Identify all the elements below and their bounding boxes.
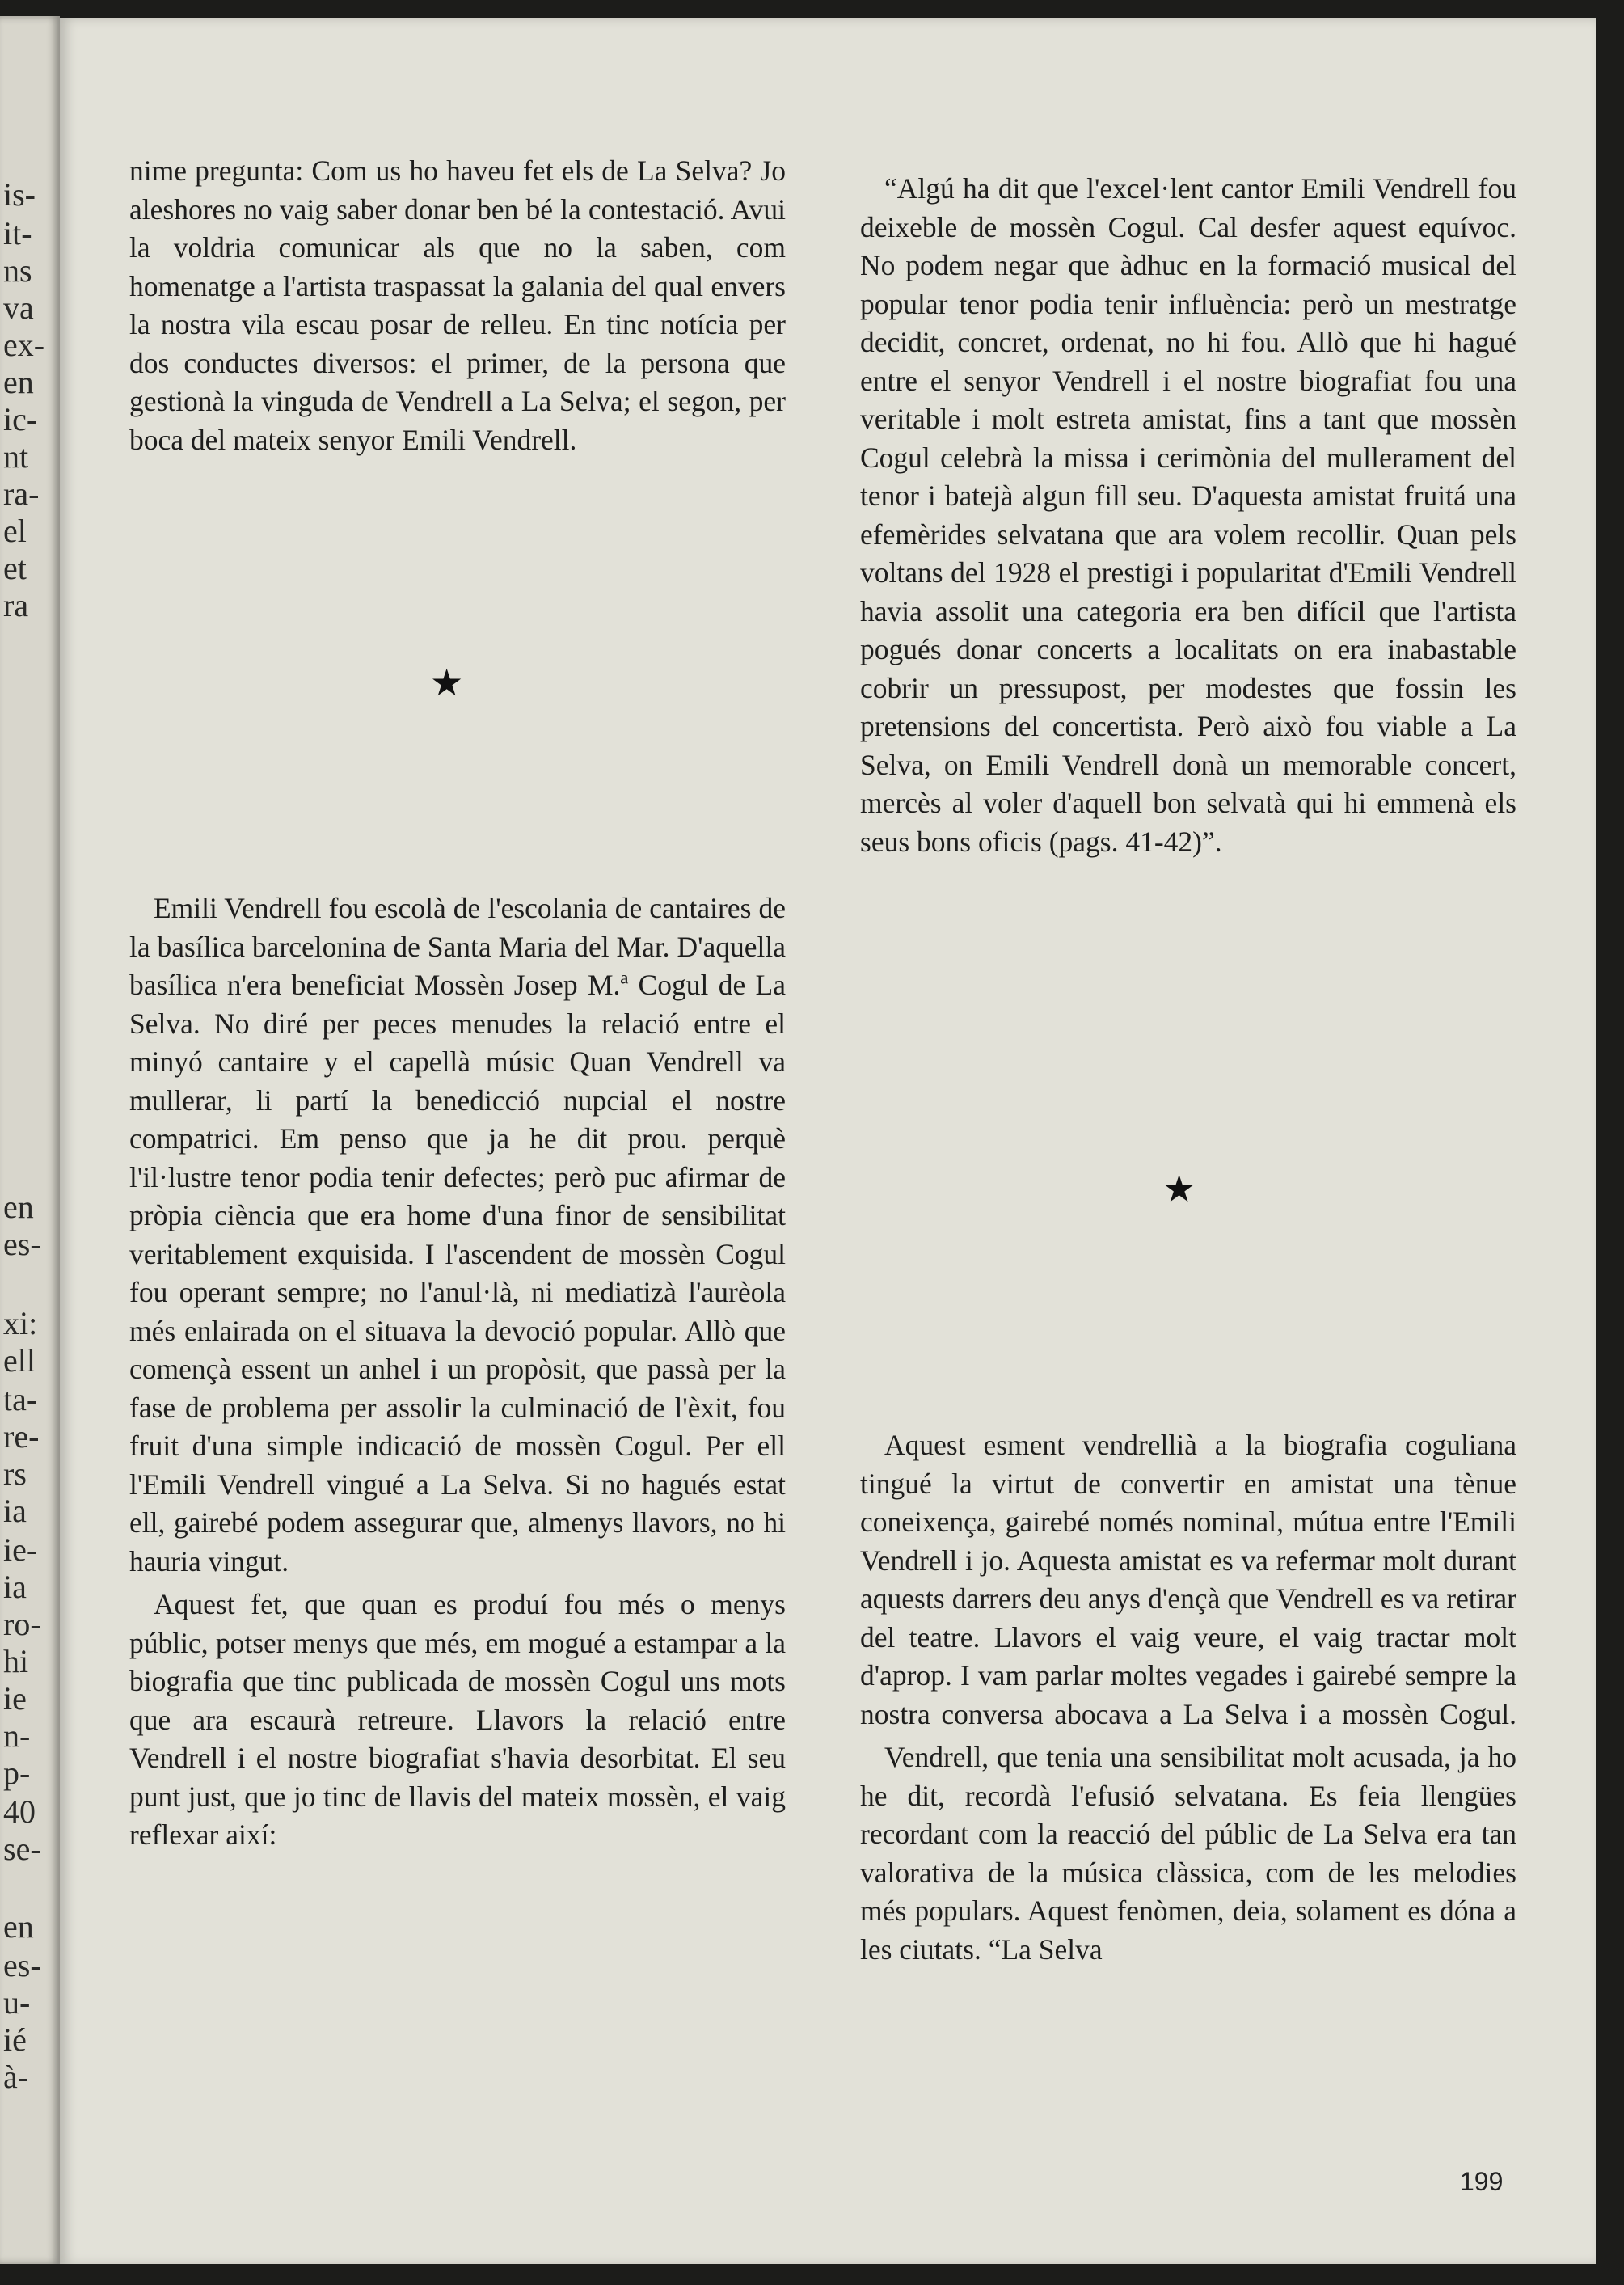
previous-page-fragment: 40 [3, 1793, 36, 1830]
previous-page-fragment: es- [3, 1947, 41, 1983]
previous-page-fragment: ia [3, 1493, 27, 1529]
left-column-body [129, 889, 786, 1855]
previous-page-fragment: xi: [3, 1305, 38, 1341]
previous-page-fragment: ic- [3, 401, 38, 437]
previous-page-fragment: ié [3, 2021, 27, 2058]
previous-page-fragment: ie- [3, 1531, 38, 1568]
left-column [129, 152, 786, 459]
left-paragraph-2: Emili Vendrell fou escolà de l'escolania de cantaires de la basílica barcelonina de Santa Maria del Mar. D'aquella basílica n'era beneficiat Mossèn Josep M.ª Cogul de La Selva. No diré per peces menudes la relació entre el minyó cantaire y el capellà músic Quan Vendrell va mullerar, li partí la benedicció nupcial el nostre compatrici. Em penso que ja he dit prou. perquè l'il·lustre tenor podia tenir defectes; però puc afirmar de pròpia ciència que era home d'una finor de sensibilitat veritablement exquisida. I l'ascendent de mossèn Cogul fou operant sempre; no l'anul·là, ni mediatizà l'aurèola més enlairada on el situava la devoció popular. Allò que començà essent un anhel i un propòsit, que passà per la fase de problema per assolir la culminació de l'èxit, fou fruit d'una simple indicació de mossèn Cogul. Per ell l'Emili Vendrell vingué a La Selva. Si no hagués estat ell, gairebé podem assegurar que, almenys llavors, no hi hauria vingut. [129, 892, 786, 1578]
right-column [860, 170, 1516, 861]
previous-page-fragment: rs [3, 1455, 27, 1492]
previous-page-fragment: p- [3, 1755, 31, 1791]
previous-page-fragment: en [3, 1189, 34, 1225]
previous-page-fragment: et [3, 550, 27, 586]
left-paragraph-1: nime pregunta: Com us ho haveu fet els de La Selva? Jo aleshores no vaig saber donar ben bé la contestació. Avui la voldria comunicar als que no la saben, com homenatge a l'artista traspassat la galania del qual envers la nostra vila escau posar de relleu. En tinc notícia per dos conductes diversos: el primer, de la persona que gestionà la vinguda de Vendrell a La Selva; el segon, per boca del mateix senyor Emili Vendrell. [129, 154, 786, 456]
previous-page-fragment: ta- [3, 1381, 38, 1417]
previous-page-fragment: u- [3, 1984, 31, 2021]
previous-page-fragment: n- [3, 1717, 31, 1754]
previous-page-fragment: va [3, 289, 34, 326]
left-paragraph-3: Aquest fet, que quan es produí fou més o menys públic, potser menys que més, em mogué a estampar a la biografia que tinc publicada de mossèn Cogul uns mots que ara escaurà retreure. Llavors la relació entre Vendrell i el nostre biografiat s'havia desorbitat. El seu punt just, que jo tinc de llavis del mateix mossèn, el vaig reflexar així: [129, 1588, 786, 1851]
section-star-right: ★ [1162, 1168, 1196, 1210]
previous-page-fragment: ell [3, 1342, 36, 1379]
previous-page-fragment: ex- [3, 327, 45, 363]
previous-page-fragment: ra- [3, 475, 40, 512]
previous-page-fragment: ns [3, 252, 32, 289]
previous-page-fragment: el [3, 513, 27, 549]
previous-page-fragment: à- [3, 2059, 29, 2095]
right-column-body [860, 1426, 1516, 1969]
previous-page-fragment: es- [3, 1226, 41, 1262]
page [60, 18, 1596, 2266]
previous-page-fragment: ro- [3, 1606, 41, 1642]
bottom-edge [60, 2264, 1624, 2285]
section-star-left: ★ [430, 662, 464, 703]
previous-page-fragment: re- [3, 1418, 40, 1455]
right-paragraph-2: Aquest esment vendrellià a la biografia coguliana tingué la virtut de convertir en amistat una tènue coneixença, gairebé només nominal, mútua entre l'Emili Vendrell i jo. Aquesta amistat es va refermar molt durant aquests darrers deu anys d'ençà que Vendrell es va retirar del teatre. Llavors el vaig veure, el vaig tractar molt d'aprop. I vam parlar moltes vegades i gairebé sempre la nostra conversa abocava a La Selva i a mossèn Cogul. [860, 1429, 1516, 1730]
page-number: 199 [1460, 2167, 1504, 2196]
previous-page-fragment: en [3, 364, 34, 400]
previous-page-fragment: is- [3, 176, 36, 213]
right-paragraph-1: “Algú ha dit que l'excel·lent cantor Emili Vendrell fou deixeble de mossèn Cogul. Cal desfer aquest equívoc. No podem negar que àdhuc en la formació musical del popular tenor podia tenir influència: però un mestratge decidit, concret, ordenat, no hi fou. Allò que hi hagué entre el senyor Vendrell i el nostre biografiat fou una veritable i molt estreta amistat, fins a tant que mossèn Cogul celebrà la missa i cerimònia del mullerament del tenor i batejà algun fill seu. D'aquesta amistat fruitá una efemèrides selvatana que ara volem recollir. Quan pels voltans del 1928 el prestigi i popularitat d'Emili Vendrell havia assolit una categoria era ben difícil que l'artista pogués donar concerts a localitats on era inabastable cobrir un pressupost, per modestes que fossin les pretensions del concertista. Però això fou viable a La Selva, on Emili Vendrell donà un memorable concert, mercès al voler d'aquell bon selvatà qui hi emmenà els seus bons oficis (pags. 41-42)”. [860, 172, 1516, 858]
previous-page-fragment: en [3, 1908, 34, 1945]
previous-page-fragment: ra [3, 587, 29, 623]
previous-page-fragment: ia [3, 1569, 27, 1605]
previous-page-fragment: hi [3, 1643, 29, 1679]
previous-page-fragment: se- [3, 1831, 41, 1867]
right-paragraph-3: Vendrell, que tenia una sensibilitat molt acusada, ja ho he dit, recordà l'efusió selvatana. Es feia llengües recordant com la reacció del públic de La Selva era tan valorativa de la música clàssica, com de les melodies més populars. Aquest fenòmen, deia, solament es dóna a les ciutats. “La Selva [860, 1741, 1516, 1966]
previous-page-fragment: nt [3, 438, 29, 475]
previous-page-fragment: it- [3, 215, 32, 251]
previous-page-edge [0, 16, 60, 2264]
previous-page-fragment: ie [3, 1680, 27, 1717]
